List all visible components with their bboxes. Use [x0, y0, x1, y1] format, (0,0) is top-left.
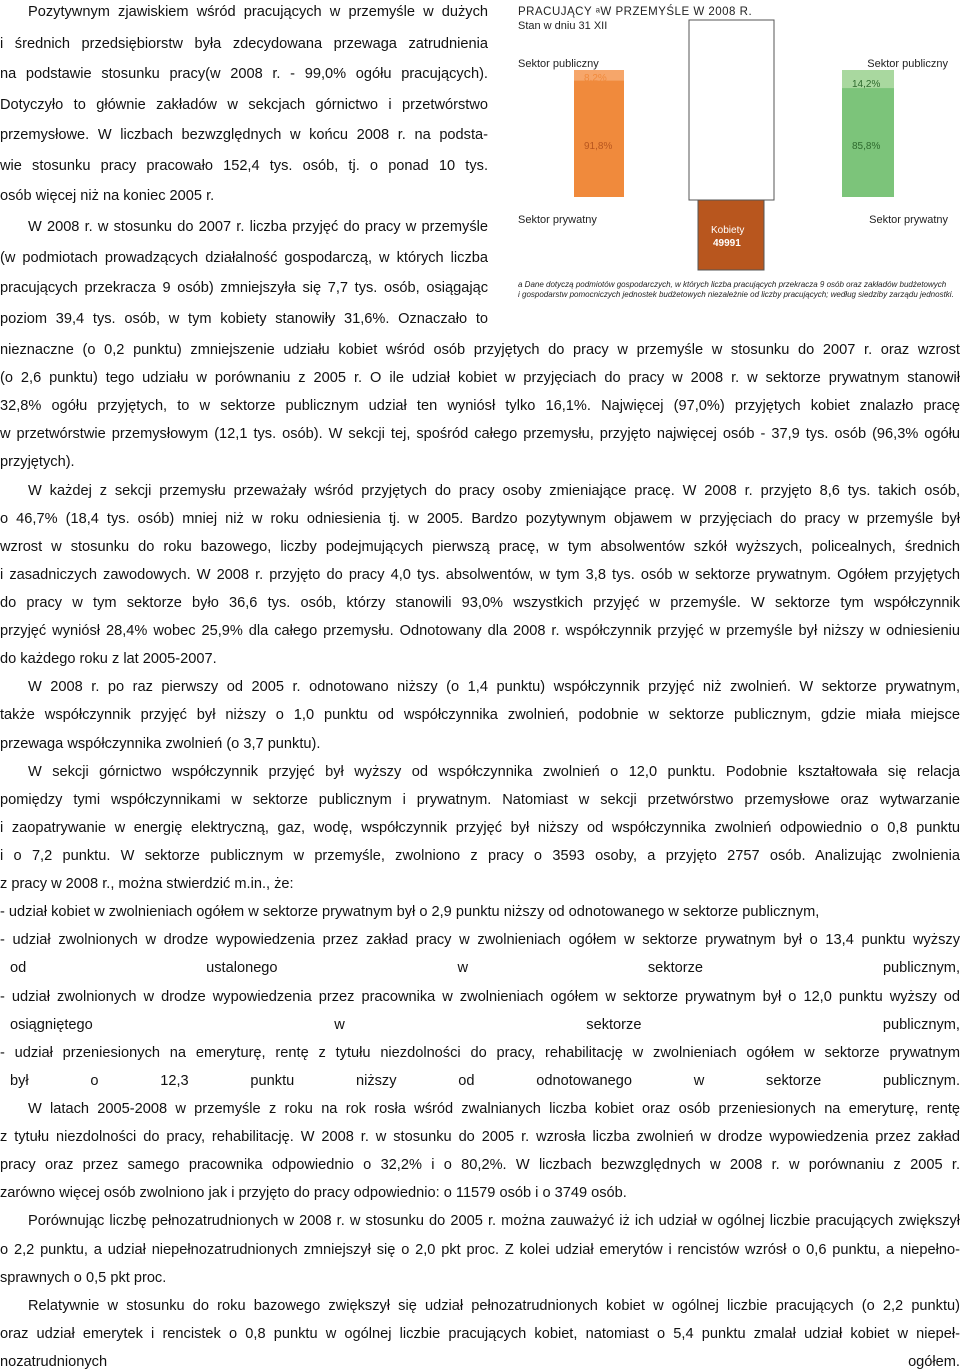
- bullet-line: od ustalonego w sektorze publicznym,: [10, 960, 960, 976]
- right-public-pct: 14,2%: [852, 79, 881, 90]
- text-line: przewaga współczynnika zwolnień (o 3,7 punktu).: [0, 736, 321, 752]
- bullet-line: był o 12,3 punktu niższy od odnotowanego w sektorze publicznym.: [10, 1073, 960, 1089]
- left-private-label: Sektor prywatny: [518, 214, 597, 226]
- text-line: (w podmiotach prowadzących działalność gospodarczą, w których liczba: [0, 250, 488, 266]
- left-public-label: Sektor publiczny: [518, 58, 599, 70]
- text-line: W każdej z sekcji przemysłu przeważały wśród przyjętych do pracy osoby zmieniające pracę. W 2008 r. przyjęto 8,6 tys. takich osób,: [28, 483, 960, 499]
- text-line: W 2008 r. w stosunku do 2007 r. liczba przyjęć do pracy w przemyśle: [28, 219, 488, 235]
- text-line: pracy oraz przez samego pracownika odpowiednio o 32,2% i o 80,2%. W liczbach bezwzględnych w 2008 r. w porównaniu z 2005 r.: [0, 1157, 960, 1173]
- bar-total-private: [574, 80, 624, 197]
- text-line: i średnich przedsiębiorstw była zdecydowana przewaga zatrudnienia: [0, 36, 488, 52]
- text-line: Relatywnie w stosunku do roku bazowego zwiększył się udział pełnozatrudnionych kobiet w ogólnej liczbie pracujących (o 2,2 punktu): [28, 1298, 960, 1314]
- women-label: Kobiety: [711, 225, 745, 236]
- text-line: przemysłowe. W liczbach bezwzględnych w końcu 2008 r. na podsta-: [0, 127, 488, 143]
- text-line: także współczynnik przyjęć był niższy o 1,0 punktu od współczynnika zwolnień, podobnie w sektorze publicznym, gdzie miała miejsce: [0, 707, 960, 723]
- left-public-pct: 8,2%: [584, 73, 607, 84]
- text-line: osób więcej niż na koniec 2005 r.: [0, 188, 215, 204]
- text-line: pomiędzy tymi współczynnikami w sektorze publicznym i prywatnym. Natomiast w sekcji przetwórstwo przemysłowe oraz wytwarzanie: [0, 792, 960, 808]
- left-private-pct: 91,8%: [584, 141, 613, 152]
- right-private-pct: 85,8%: [852, 141, 881, 152]
- text-line: oraz udział emerytek i rencistek o 0,8 punktu w ogólnej liczbie pracujących kobiet, natomiast o 5,4 punktu zmalał udział kobiet w niepeł-: [0, 1326, 960, 1342]
- text-line: sprawnych o 0,5 pkt proc.: [0, 1270, 167, 1286]
- chart-note-1: a Dane dotyczą podmiotów gospodarczych, w których liczba pracujących przekracza 9 osób oraz zakładów budżetowych: [518, 280, 947, 289]
- text-line: 32,8% ogółu przyjętych, to w sektorze publicznym udział ten wyniósł tylko 16,1%. Najwięcej (97,0%) przyjętych kobiet znalazło pracę: [0, 398, 960, 414]
- chart-subtitle: Stan w dniu 31 XII: [518, 20, 608, 32]
- text-line: pracujących przekracza 9 osób) zmniejszyła się 7,7 tys. osób, osiągając: [0, 280, 488, 296]
- text-line: przyjęć wyniósł 28,4% wobec 25,9% dla całego przemysłu. Odnotowany dla 2008 r. współczynnik przyjęć w przemyśle był niższy w odniesieniu: [0, 623, 960, 639]
- text-line: Porównując liczbę pełnozatrudnionych w 2008 r. w stosunku do 2005 r. można zauważyć iż ich udział w ogólnej liczbie pracujących zwiększył: [28, 1213, 960, 1229]
- center-box: [689, 20, 774, 200]
- right-private-label: Sektor prywatny: [869, 214, 948, 226]
- text-line: w przetwórstwie przemysłowym (12,1 tys. osób). W sekcji tej, spośród całego przemysłu, przyjęto najwięcej osób - 37,9 tys. osób (96,3% ogółu: [0, 426, 960, 442]
- text-line: do każdego roku z lat 2005-2007.: [0, 651, 217, 667]
- text-line: poziom 39,4 tys. osób, w tym kobiety stanowiły 31,6%. Oznaczało to: [0, 311, 488, 327]
- center-value: 153946: [709, 153, 743, 164]
- center-label: Ogółem: [711, 140, 747, 151]
- text-line: Pozytywnym zjawiskiem wśród pracujących w przemyśle w dużych: [28, 4, 488, 20]
- women-value: 49991: [713, 238, 741, 249]
- text-line: zarówno więcej osób zwolniono jak i przyjęto do pracy odpowiednio: o 11579 osób i o 3749 osób.: [0, 1185, 627, 1201]
- text-line: i o 7,2 punktu. W sektorze publicznym w przemyśle, zwolniono z pracy o 3593 osoby, a przyjęto 2757 osób. Analizując zwolnienia: [0, 848, 960, 864]
- text-line: przyjętych).: [0, 454, 75, 470]
- text-line: i zaopatrywanie w energię elektryczną, gaz, wodę, współczynnik przyjęć był niższy od współczynnika zwolnień odpowiednio o 0,8 punktu: [0, 820, 960, 836]
- text-line: wzrost w stosunku do roku bazowego, liczby podejmujących pierwszą pracę, w tym absolwentów szkół wyższych, policealnych, średnich: [0, 539, 960, 555]
- text-line: z pracy w 2008 r., można stwierdzić m.in., że:: [0, 876, 294, 892]
- employment-chart: [512, 0, 960, 305]
- text-line: do pracy w tym sektorze było 36,6 tys. osób, którzy stanowili 93,0% wszystkich przyjęć w przemyśle. W sektorze tym współczynnik: [0, 595, 960, 611]
- text-line: nieznaczne (o 0,2 punktu) zmniejszenie udziału kobiet wśród osób przyjętych do pracy w przemyśle w stosunku do 2007 r. oraz wzrost: [0, 342, 960, 358]
- bullet-line: - udział zwolnionych w drodze wypowiedzenia przez pracownika w zwolnieniach ogółem w sektorze prywatnym był o 12,0 punktu wyższy od: [0, 989, 960, 1005]
- text-line: nozatrudnionych ogółem.: [0, 1354, 960, 1370]
- chart-note-2: i gospodarstw pomocniczych jednostek budżetowych niezależnie od liczby pracujących; według siedziby zarządu jednostki.: [518, 290, 954, 299]
- bullet-line: osiągniętego w sektorze publicznym,: [10, 1017, 960, 1033]
- bullet-line: - udział zwolnionych w drodze wypowiedzenia przez zakład pracy w zwolnieniach ogółem w sektorze prywatnym był o 13,4 punktu wyższy: [0, 932, 960, 948]
- text-line: o 46,7% (18,4 tys. osób) mniej niż w roku odniesienia tj. w 2005. Bardzo pozytywnym objawem w przyjęciach do pracy w przemyśle był: [0, 511, 960, 527]
- bullet-line: - udział przeniesionych na emeryturę, rentę z tytułu niezdolności do pracy, rehabilitację w zwolnieniach ogółem w sektorze prywatnym: [0, 1045, 960, 1061]
- text-line: W latach 2005-2008 w przemyśle z roku na rok rosła wśród zwalnianych liczba kobiet oraz osób przeniesionych na emeryturę, rentę: [28, 1101, 960, 1117]
- text-line: z tytułu niezdolności do pracy, rehabilitację. W 2008 r. w stosunku do 2005 r. wzrosła liczba zwolnień w drodze wypowiedzenia przez zakład: [0, 1129, 960, 1145]
- text-line: W 2008 r. po raz pierwszy od 2005 r. odnotowano niższy (o 1,4 punktu) współczynnik przyjęć niż zwolnień. W sektorze prywatnym,: [28, 679, 960, 695]
- text-line: na podstawie stosunku pracy(w 2008 r. - 99,0% ogółu pracujących).: [0, 66, 488, 82]
- chart-title: PRACUJĄCY ᵃW PRZEMYŚLE W 2008 R.: [518, 6, 753, 18]
- text-line: i zasadniczych zawodowych. W 2008 r. przyjęto do pracy 4,0 tys. absolwentów, w tym 3,8 tys. osób w sektorze prywatnym. Ogółem przyjętych: [0, 567, 960, 583]
- text-line: Dotyczyło to głównie zakładów w sekcjach górnictwo i przetwórstwo: [0, 97, 488, 113]
- text-line: o 2,2 punktu, a udział niepełnozatrudnionych zmniejszył się o 2,0 pkt proc. Z kolei udział emerytów i rencistów wzrósł o 0,6 punktu, a niepełno-: [0, 1242, 960, 1258]
- text-line: wie stosunku pracy pracowało 152,4 tys. osób, tj. o ponad 10 tys.: [0, 158, 488, 174]
- bullet-line: - udział kobiet w zwolnieniach ogółem w sektorze prywatnym był o 2,9 punktu niższy od odnotowanego w sektorze publicznym,: [0, 904, 820, 920]
- text-line: W sekcji górnictwo współczynnik przyjęć był wyższy od współczynnika zwolnień o 12,0 punktu. Podobnie kształtowała się relacja: [28, 764, 960, 780]
- text-line: (o 2,6 punktu) tego udziału w porównaniu z 2005 r. O ile udział kobiet w przyjęciach do pracy w 2008 r. w sektorze prywatnym stanowił: [0, 370, 960, 386]
- right-public-label: Sektor publiczny: [867, 58, 948, 70]
